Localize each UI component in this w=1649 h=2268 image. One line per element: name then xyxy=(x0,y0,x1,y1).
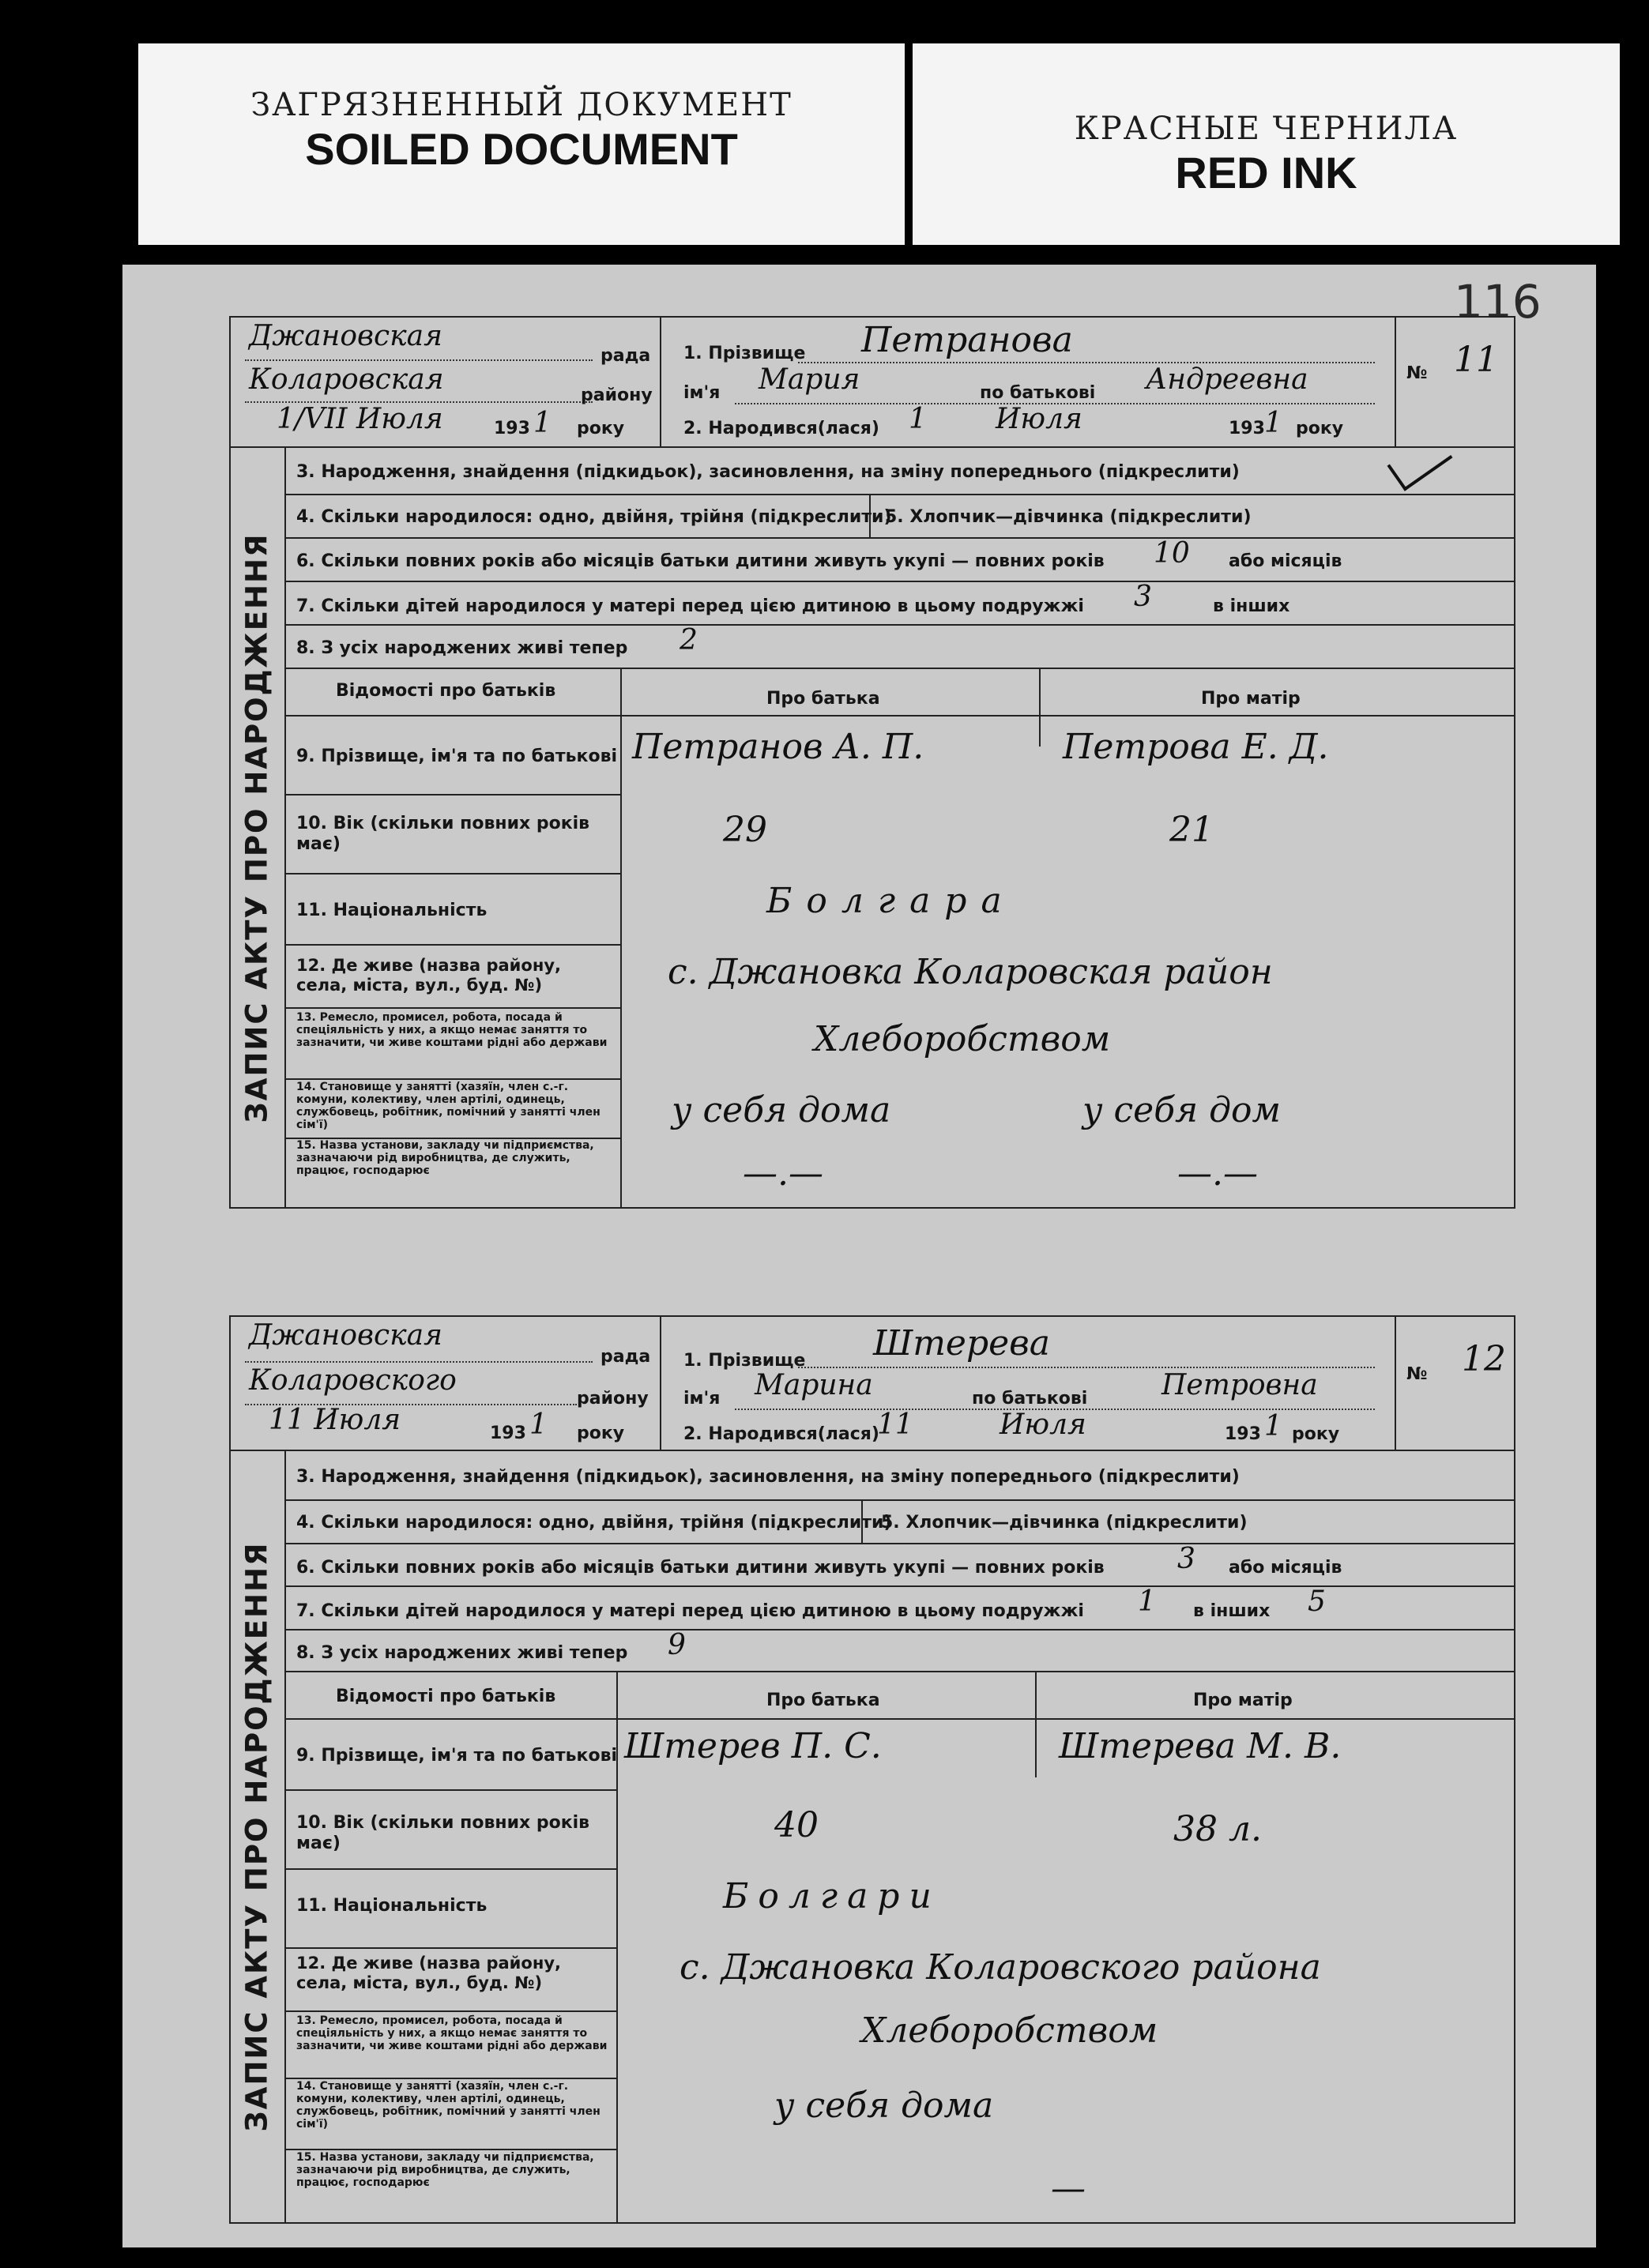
q7-other-label: в інших xyxy=(1213,596,1290,616)
r13-label: 13. Ремесло, промисел, робота, посада й спеціяльність у них, а якщо немає заняття то зазначити, чи живе коштами рідні або держави xyxy=(296,1011,608,1049)
col-mother: Про матір xyxy=(1193,1691,1293,1710)
father-name: Штерев П. С. xyxy=(624,1726,882,1766)
born-month: Июля xyxy=(1000,1409,1086,1441)
year-label: 193 xyxy=(490,1424,526,1443)
rada-label: рада xyxy=(600,346,651,366)
mother-age: 38 л. xyxy=(1173,1809,1262,1849)
r9-label: 9. Прізвище, ім'я та по батькові xyxy=(296,747,618,766)
patronymic-label: по батькові xyxy=(980,383,1096,403)
r9-label: 9. Прізвище, ім'я та по батькові xyxy=(296,1746,618,1766)
born-day: 1 xyxy=(909,403,927,435)
r13-label: 13. Ремесло, промисел, робота, посада й спеціяльність у них, а якщо немає заняття то зазначити, чи живе коштами рідні або держави xyxy=(296,2014,608,2052)
status-father: у себя дома xyxy=(774,2086,994,2126)
rok-label: року xyxy=(577,1424,625,1443)
alive: 9 xyxy=(668,1629,686,1661)
page-number: 116 xyxy=(1454,275,1542,329)
r14-label: 14. Становище у занятті (хазяїн, член с.-г. комуни, колективу, член артілі, одинець, службовець, робітник, помічний у занятті член сім'ї) xyxy=(296,2080,600,2131)
r11-label: 11. Національність xyxy=(296,901,488,920)
r14-label: 14. Становище у занятті (хазяїн, член с.-г. комуни, колективу, член артілі, одинець, службовець, робітник, помічний у занятті член сім'ї) xyxy=(296,1081,600,1131)
year-label: 193 xyxy=(494,419,530,438)
q8: 8. З усіх народжених живі тепер xyxy=(296,638,628,658)
col-father: Про батька xyxy=(766,689,880,709)
name-value: Мария xyxy=(759,363,860,396)
r11-label: 11. Національність xyxy=(296,1896,488,1916)
rada-value: Джановская xyxy=(249,320,442,352)
r12-label: 12. Де живе (назва району, села, міста, вул., буд. №) xyxy=(296,956,561,995)
institution-mother: — xyxy=(1051,2168,1086,2209)
residence: с. Джановка Коларовского района xyxy=(680,1947,1321,1988)
r10-label: 10. Вік (скільки повних років має) xyxy=(296,814,590,854)
r10-label: 10. Вік (скільки повних років має) xyxy=(296,1813,590,1853)
mother-name: Штерева М. В. xyxy=(1059,1726,1342,1766)
father-age: 40 xyxy=(774,1805,819,1845)
q4: 4. Скільки народилося: одно, двійня, трійня (підкреслити) xyxy=(296,507,892,527)
q8: 8. З усіх народжених живі тепер xyxy=(296,1643,628,1663)
raion-label: району xyxy=(577,1389,649,1409)
q5: 5. Хлопчик—дівчинка (підкреслити) xyxy=(881,1513,1248,1533)
side-title: ЗАПИС АКТУ ПРО НАРОДЖЕННЯ xyxy=(239,532,274,1123)
q6-months-label: або місяців xyxy=(1229,551,1342,571)
born-year-label: 193 xyxy=(1229,419,1265,438)
surname-value: Петранова xyxy=(861,320,1073,360)
q4: 4. Скільки народилося: одно, двійня, трійня (підкреслити) xyxy=(296,1513,892,1533)
q7-other-label: в інших xyxy=(1193,1601,1271,1621)
q7: 7. Скільки дітей народилося у матері перед цією дитиною в цьому подружжі xyxy=(296,596,1084,616)
raion-value: Коларовская xyxy=(249,363,444,396)
born-rok-label: року xyxy=(1296,419,1344,438)
born-year-value: 1 xyxy=(1264,1410,1282,1442)
children-this: 1 xyxy=(1138,1585,1156,1618)
number-label: № xyxy=(1406,363,1428,383)
children-this: 3 xyxy=(1134,581,1152,613)
surname-label: 1. Прізвище xyxy=(683,344,806,363)
patronymic-value: Петровна xyxy=(1161,1369,1318,1401)
name-label: ім'я xyxy=(683,383,721,403)
birth-record-2 xyxy=(229,1315,1515,2224)
status-mother: у себя дом xyxy=(1082,1090,1282,1130)
father-age: 29 xyxy=(723,810,767,850)
born-month: Июля xyxy=(996,403,1082,435)
q3: 3. Народження, знайдення (підкидьок), засиновлення, на зміну попереднього (підкреслити) xyxy=(296,1467,1240,1487)
red-ink-label xyxy=(913,43,1620,245)
years-together: 10 xyxy=(1154,537,1190,570)
col-info: Відомості про батьків xyxy=(336,1687,556,1706)
rok-label: року xyxy=(577,419,625,438)
q6-months-label: або місяців xyxy=(1229,1558,1342,1578)
number-label: № xyxy=(1406,1364,1428,1384)
children-other: 5 xyxy=(1308,1585,1326,1618)
surname-label: 1. Прізвище xyxy=(683,1351,806,1371)
r15-label: 15. Назва установи, закладу чи підприємства, зазначаючи рід виробництва, де служить, працює, господарює xyxy=(296,2151,594,2189)
born-label: 2. Народився(лася) xyxy=(683,419,879,438)
born-day: 11 xyxy=(877,1409,913,1441)
born-year-value: 1 xyxy=(1264,407,1282,439)
born-label: 2. Народився(лася) xyxy=(683,1424,879,1444)
born-year-label: 193 xyxy=(1225,1424,1261,1444)
raion-label: району xyxy=(581,386,653,405)
number-value: 12 xyxy=(1462,1339,1506,1379)
status-father: у себя дома xyxy=(672,1090,891,1130)
name-label: ім'я xyxy=(683,1389,721,1409)
residence: с. Джановка Коларовская район xyxy=(668,952,1273,992)
q3: 3. Народження, знайдення (підкидьок), засиновлення, на зміну попереднього (підкреслити) xyxy=(296,462,1240,482)
patronymic-label: по батькові xyxy=(972,1389,1088,1409)
rada-value: Джановская xyxy=(249,1319,442,1352)
date-value: 11 Июля xyxy=(269,1404,401,1436)
red-ink-label-en: RED INK xyxy=(1175,148,1357,197)
col-mother: Про матір xyxy=(1201,689,1301,709)
col-father: Про батька xyxy=(766,1691,880,1710)
nationality: Болгари xyxy=(723,1876,941,1916)
name-value: Марина xyxy=(755,1369,873,1401)
col-info: Відомості про батьків xyxy=(336,681,556,701)
father-name: Петранов А. П. xyxy=(632,727,924,767)
date-value: 1/VII Июля xyxy=(277,403,443,435)
red-ink-label-ru: КРАСНЫЕ ЧЕРНИЛА xyxy=(1074,111,1459,147)
raion-value: Коларовского xyxy=(249,1364,457,1397)
institution-father: —.— xyxy=(743,1153,823,1194)
patronymic-value: Андреевна xyxy=(1146,363,1308,396)
q7: 7. Скільки дітей народилося у матері перед цією дитиною в цьому подружжі xyxy=(296,1601,1084,1621)
surname-value: Штерева xyxy=(873,1323,1051,1363)
institution-mother: —.— xyxy=(1177,1153,1258,1194)
years-together: 3 xyxy=(1177,1543,1195,1575)
mother-name: Петрова Е. Д. xyxy=(1063,727,1329,767)
r15-label: 15. Назва установи, закладу чи підприємства, зазначаючи рід виробництва, де служить, працює, господарює xyxy=(296,1139,594,1177)
soiled-document-label xyxy=(138,43,905,245)
occupation: Хлеборобством xyxy=(814,1019,1111,1059)
rada-label: рада xyxy=(600,1347,651,1367)
nationality: Болгара xyxy=(766,881,1016,921)
born-rok-label: року xyxy=(1292,1424,1340,1444)
number-value: 11 xyxy=(1454,340,1498,380)
q6: 6. Скільки повних років або місяців батьки дитини живуть укупі — повних років xyxy=(296,551,1105,571)
q5: 5. Хлопчик—дівчинка (підкреслити) xyxy=(885,507,1252,527)
soiled-label-en: SOILED DOCUMENT xyxy=(305,124,738,174)
year-value: 1 xyxy=(529,1409,548,1441)
mother-age: 21 xyxy=(1169,810,1214,850)
r12-label: 12. Де живе (назва району, села, міста, вул., буд. №) xyxy=(296,1954,561,1992)
side-title: ЗАПИС АКТУ ПРО НАРОДЖЕННЯ xyxy=(239,1541,274,2132)
birth-record-1 xyxy=(229,316,1515,1209)
occupation: Хлеборобством xyxy=(861,2010,1158,2051)
alive: 2 xyxy=(680,624,698,656)
soiled-label-ru: ЗАГРЯЗНЕННЫЙ ДОКУМЕНТ xyxy=(250,87,792,123)
year-value: 1 xyxy=(533,407,552,439)
q6: 6. Скільки повних років або місяців батьки дитини живуть укупі — повних років xyxy=(296,1558,1105,1578)
